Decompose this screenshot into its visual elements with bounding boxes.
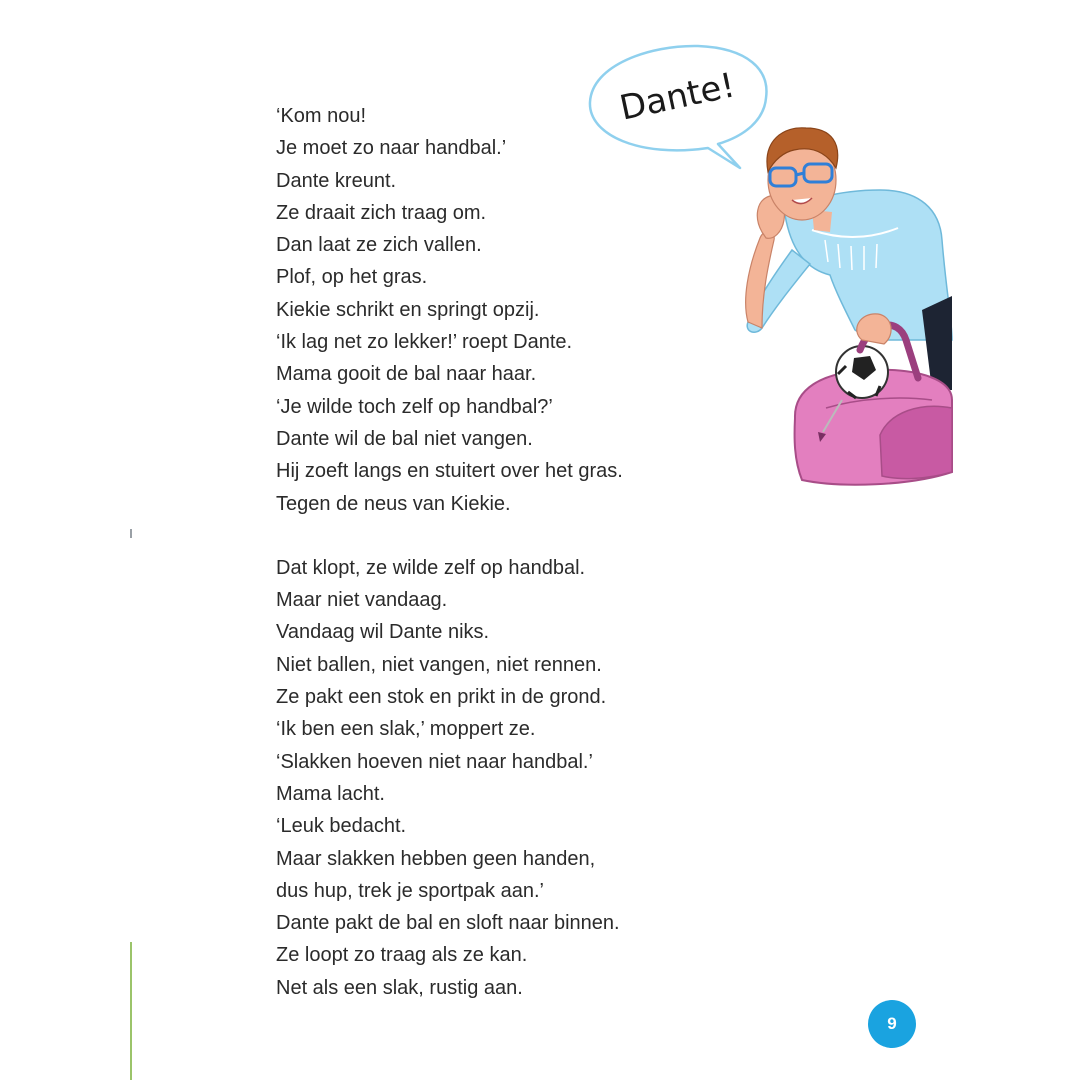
story-line: Mama gooit de bal naar haar. [276,363,537,386]
story-line: ‘Ik ben een slak,’ moppert ze. [276,718,536,741]
story-line: Ze loopt zo traag als ze kan. [276,944,528,967]
story-line: Net als een slak, rustig aan. [276,976,523,999]
story-line: Je moet zo naar handbal.’ [276,137,507,160]
story-line: Maar niet vandaag. [276,589,448,612]
story-line: Dante pakt de bal en sloft naar binnen. [276,912,620,935]
story-line: Vandaag wil Dante niks. [276,621,490,644]
story-line: Dat klopt, ze wilde zelf op handbal. [276,556,586,579]
story-line: Mama lacht. [276,782,385,805]
story-line: dus hup, trek je sportpak aan.’ [276,879,544,902]
story-line: Niet ballen, niet vangen, niet rennen. [276,653,602,676]
gutter-mark [130,529,132,538]
mother-illustration [580,40,960,500]
story-line: Maar slakken hebben geen handen, [276,847,596,870]
story-line: Kiekie schrikt en springt opzij. [276,298,540,321]
story-line: Ze pakt een stok en prikt in de grond. [276,686,607,709]
stanza-2 [276,552,696,1004]
story-line: Hij zoeft langs en stuitert over het gras. [276,460,623,483]
story-line: Tegen de neus van Kiekie. [276,492,511,515]
story-line: Ze draait zich traag om. [276,201,487,224]
story-line: ‘Ik lag net zo lekker!’ roept Dante. [276,331,573,354]
gutter-line [130,942,132,1080]
story-line: ‘Slakken hoeven niet naar handbal.’ [276,750,593,773]
story-line: Dante kreunt. [276,169,397,192]
speech-bubble [590,46,767,168]
story-line: Dante wil de bal niet vangen. [276,427,533,450]
story-line: ‘Kom nou! [276,105,367,127]
page-number-badge: 9 [868,1000,916,1048]
story-line: Dan laat ze zich vallen. [276,234,482,257]
story-line: ‘Leuk bedacht. [276,815,407,838]
story-line: Plof, op het gras. [276,266,428,289]
speech-bubble-text: Dante! [616,65,739,129]
story-line: ‘Je wilde toch zelf op handbal?’ [276,395,553,418]
